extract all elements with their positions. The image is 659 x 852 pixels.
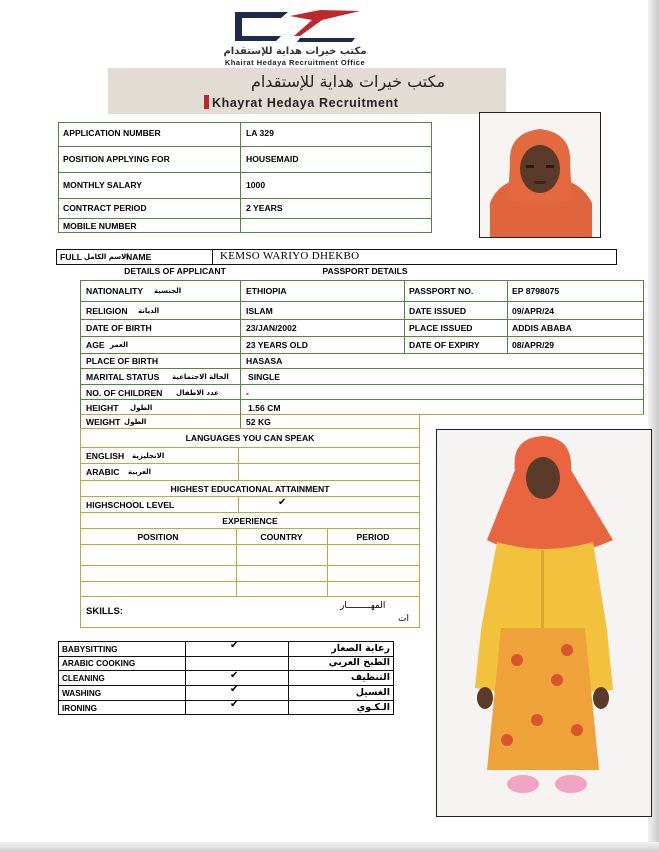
age-label-ar: العمر: [110, 341, 129, 349]
position-label: POSITION APPLYING FOR: [63, 154, 170, 164]
fullname-value: KEMSO WARIYO DHEKBO: [220, 250, 360, 262]
experience-col-position: POSITION: [137, 532, 179, 542]
place-issued-value: ADDIS ABABA: [512, 323, 572, 333]
skill-washing-label: WASHING: [62, 689, 102, 698]
application-number-value: LA 329: [246, 128, 274, 138]
contract-value: 2 YEARS: [246, 203, 283, 213]
nationality-label: NATIONALITY: [86, 286, 144, 296]
nationality-label-ar: الجنسية: [154, 287, 182, 295]
full-body-figure-icon: [437, 430, 651, 816]
english-label-ar: الانجليزية: [132, 452, 165, 460]
skill-babysitting-ar: رعاية الصغار: [331, 643, 390, 654]
skill-ironing-label: IRONING: [62, 704, 98, 713]
details-of-applicant-header: DETAILS OF APPLICANT: [124, 266, 226, 276]
position-value: HOUSEMAID: [246, 154, 299, 164]
dob-value: 23/JAN/2002: [246, 323, 297, 333]
nationality-value: ETHIOPIA: [246, 286, 287, 296]
pob-label: PLACE OF BIRTH: [86, 356, 159, 366]
banner-arabic-text: مكتب خيرات هداية للإستقدام: [250, 72, 446, 91]
contract-label: CONTRACT PERIOD: [63, 203, 147, 213]
arabic-label-ar: العربية: [128, 468, 152, 476]
languages-header: LANGUAGES YOU CAN SPEAK: [185, 433, 315, 443]
skill-cleaning-ar: التنظيف: [350, 672, 390, 683]
marital-value: SINGLE: [248, 372, 280, 382]
fullname-label-en1: FULL: [60, 252, 82, 262]
experience-col-period: PERIOD: [356, 532, 390, 542]
skills-label: SKILLS:: [86, 606, 123, 617]
skill-ironing-ar: الـكـوي: [356, 702, 390, 713]
children-value: -: [246, 388, 249, 398]
age-value: 23 YEARS OLD: [246, 340, 308, 350]
salary-value: 1000: [246, 180, 266, 190]
pob-value: HASASA: [246, 356, 283, 366]
skills-label-ar-2: ات: [398, 614, 409, 624]
passport-number-value: EP 8798075: [512, 286, 560, 296]
religion-label: RELIGION: [86, 306, 128, 316]
skill-ironing-check-icon: ✔: [230, 699, 239, 710]
agency-banner: [108, 68, 506, 114]
marital-label-ar: الحالة الاجتماعية: [172, 373, 229, 381]
banner-accent-bar: [204, 95, 209, 109]
logo-emblem-icon: [150, 6, 440, 48]
skill-babysitting-check-icon: ✔: [230, 640, 239, 651]
skill-washing-ar: الغسيل: [355, 687, 390, 698]
height-label-ar: الطول: [130, 404, 153, 412]
fullname-label-en2: NAME: [126, 252, 152, 262]
arabic-label: ARABIC: [86, 467, 120, 477]
education-label: HIGHSCHOOL LEVEL: [86, 500, 175, 510]
skill-cleaning-label: CLEANING: [62, 674, 105, 683]
skill-washing-check-icon: ✔: [230, 684, 239, 695]
page-edge-bottom: [0, 842, 659, 852]
portrait-photo: [479, 112, 601, 238]
marital-label: MARITAL STATUS: [86, 372, 160, 382]
expiry-label: DATE OF EXPIRY: [409, 340, 480, 350]
education-header: HIGHEST EDUCATIONAL ATTAINMENT: [170, 484, 330, 494]
salary-label: MONTHLY SALARY: [63, 180, 142, 190]
religion-label-ar: الديانة: [138, 307, 160, 315]
weight-label: WEIGHT: [86, 417, 121, 427]
height-label: HEIGHT: [86, 403, 119, 413]
weight-label-ar: الطول: [124, 418, 147, 426]
date-issued-label: DATE ISSUED: [409, 306, 467, 316]
full-body-photo: [436, 429, 652, 817]
skill-arabic-cooking-label: ARABIC COOKING: [62, 659, 136, 668]
children-label-ar: عدد الاطفال: [176, 389, 219, 397]
skill-cleaning-check-icon: ✔: [230, 670, 239, 681]
dob-label: DATE OF BIRTH: [86, 323, 152, 333]
expiry-value: 08/APR/29: [512, 340, 555, 350]
date-issued-value: 09/APR/24: [512, 306, 555, 316]
passport-number-label: PASSPORT NO.: [409, 286, 474, 296]
passport-details-header: PASSPORT DETAILS: [322, 266, 408, 276]
application-number-label: APPLICATION NUMBER: [63, 128, 161, 138]
skill-babysitting-label: BABYSITTING: [62, 645, 118, 654]
experience-header: EXPERIENCE: [222, 516, 278, 526]
religion-value: ISLAM: [246, 306, 273, 316]
agency-logo: [150, 6, 440, 67]
height-value: 1.56 CM: [248, 403, 281, 413]
mobile-label: MOBILE NUMBER: [63, 221, 137, 231]
education-check-icon: ✔: [278, 497, 287, 508]
skill-arabic-cooking-ar: الطبخ العربي: [328, 657, 390, 668]
logo-english-text: Khairat Hedaya Recruitment Office: [224, 58, 366, 67]
place-issued-label: PLACE ISSUED: [409, 323, 473, 333]
logo-arabic-text: مكتب خيرات هداية للإستقدام: [223, 46, 367, 57]
portrait-figure-icon: [480, 113, 600, 237]
weight-value: 52 KG: [246, 417, 271, 427]
english-label: ENGLISH: [86, 451, 125, 461]
banner-english-text: Khayrat Hedaya Recruitment: [212, 96, 399, 110]
fullname-label-ar: الاسم الكامل: [84, 253, 129, 261]
children-label: NO. OF CHILDREN: [86, 388, 163, 398]
age-label: AGE: [86, 340, 105, 350]
experience-col-country: COUNTRY: [260, 532, 303, 542]
skills-label-ar-1: المهـــــــــار: [340, 601, 386, 611]
